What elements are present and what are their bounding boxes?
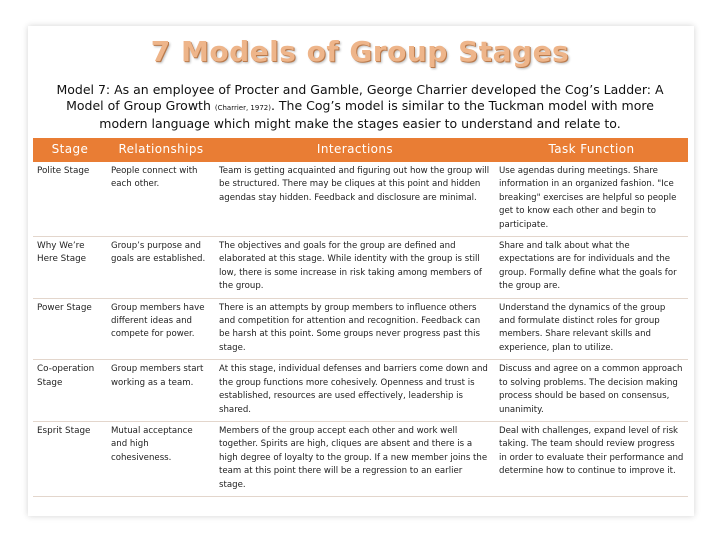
table-row	[33, 237, 688, 299]
interactions-cell: The objectives and goals for the group are defined and elaborated at this stage. While identity with the group is still low, there is some increase in risk taking among members of the group.	[215, 237, 495, 299]
header-task-function: Task Function	[495, 138, 688, 162]
header-stage: Stage	[33, 138, 107, 162]
table-row	[33, 162, 688, 237]
slide-title: 7 Models of Group Stages	[150, 35, 570, 68]
task-function-cell: Understand the dynamics of the group and formulate distinct roles for group members. Share relevant skills and experience, plan to utilize.	[495, 298, 688, 360]
stage-cell: Esprit Stage	[33, 421, 107, 496]
relationships-cell: Mutual acceptance and high cohesiveness.	[107, 421, 215, 496]
task-function-cell: Share and talk about what the expectations are for individuals and the group. Formally define what the goals for the group are.	[495, 237, 688, 299]
relationships-cell: Group’s purpose and goals are established.	[107, 237, 215, 299]
relationships-cell: People connect with each other.	[107, 162, 215, 237]
stage-cell: Co-operation Stage	[33, 360, 107, 422]
task-function-cell: Deal with challenges, expand level of risk taking. The team should review progress in order to evaluate their performance and determine how to continue to improve it.	[495, 421, 688, 496]
table-row	[33, 298, 688, 360]
subtitle-text-after: . The Cog’s model is similar to the Tuckman model with more modern language which might make the stages easier to understand and relate to.	[99, 98, 654, 131]
subtitle-text-before: Model 7: As an employee of Procter and Gamble, George Charrier developed the Cog’s Ladder: A Model of Group Growth	[56, 82, 664, 113]
stage-cell: Why We’re Here Stage	[33, 237, 107, 299]
task-function-cell: Use agendas during meetings. Share information in an organized fashion. "Ice breaking" exercises are helpful so people get to know each other and begin to participate.	[495, 162, 688, 237]
group-stages-table	[33, 138, 688, 497]
table-row	[33, 360, 688, 422]
table-row	[33, 421, 688, 496]
interactions-cell: Team is getting acquainted and figuring out how the group will be structured. There may be cliques at this point and hidden agendas stay hidden. Feedback and disclosure are minimal.	[215, 162, 495, 237]
interactions-cell: There is an attempts by group members to influence others and competition for attention and recognition. Feedback can be harsh at this point. Some groups never progress past this stage.	[215, 298, 495, 360]
stage-cell: Power Stage	[33, 298, 107, 360]
relationships-cell: Group members start working as a team.	[107, 360, 215, 422]
interactions-cell: At this stage, individual defenses and barriers come down and the group functions more cohesively. Openness and trust is established, resources are used effectively, leadership is shared.	[215, 360, 495, 422]
header-relationships: Relationships	[107, 138, 215, 162]
table-header-row	[33, 138, 688, 162]
slide-subtitle	[50, 82, 670, 132]
task-function-cell: Discuss and agree on a common approach to solving problems. The decision making process should be based on consensus, unanimity.	[495, 360, 688, 422]
header-interactions: Interactions	[215, 138, 495, 162]
stage-cell: Polite Stage	[33, 162, 107, 237]
subtitle-citation: (Charrier, 1972)	[214, 104, 271, 112]
relationships-cell: Group members have different ideas and compete for power.	[107, 298, 215, 360]
interactions-cell: Members of the group accept each other and work well together. Spirits are high, cliques are absent and there is a high degree of loyalty to the group. If a new member joins the team at this point there will be a regression to an earlier stage.	[215, 421, 495, 496]
